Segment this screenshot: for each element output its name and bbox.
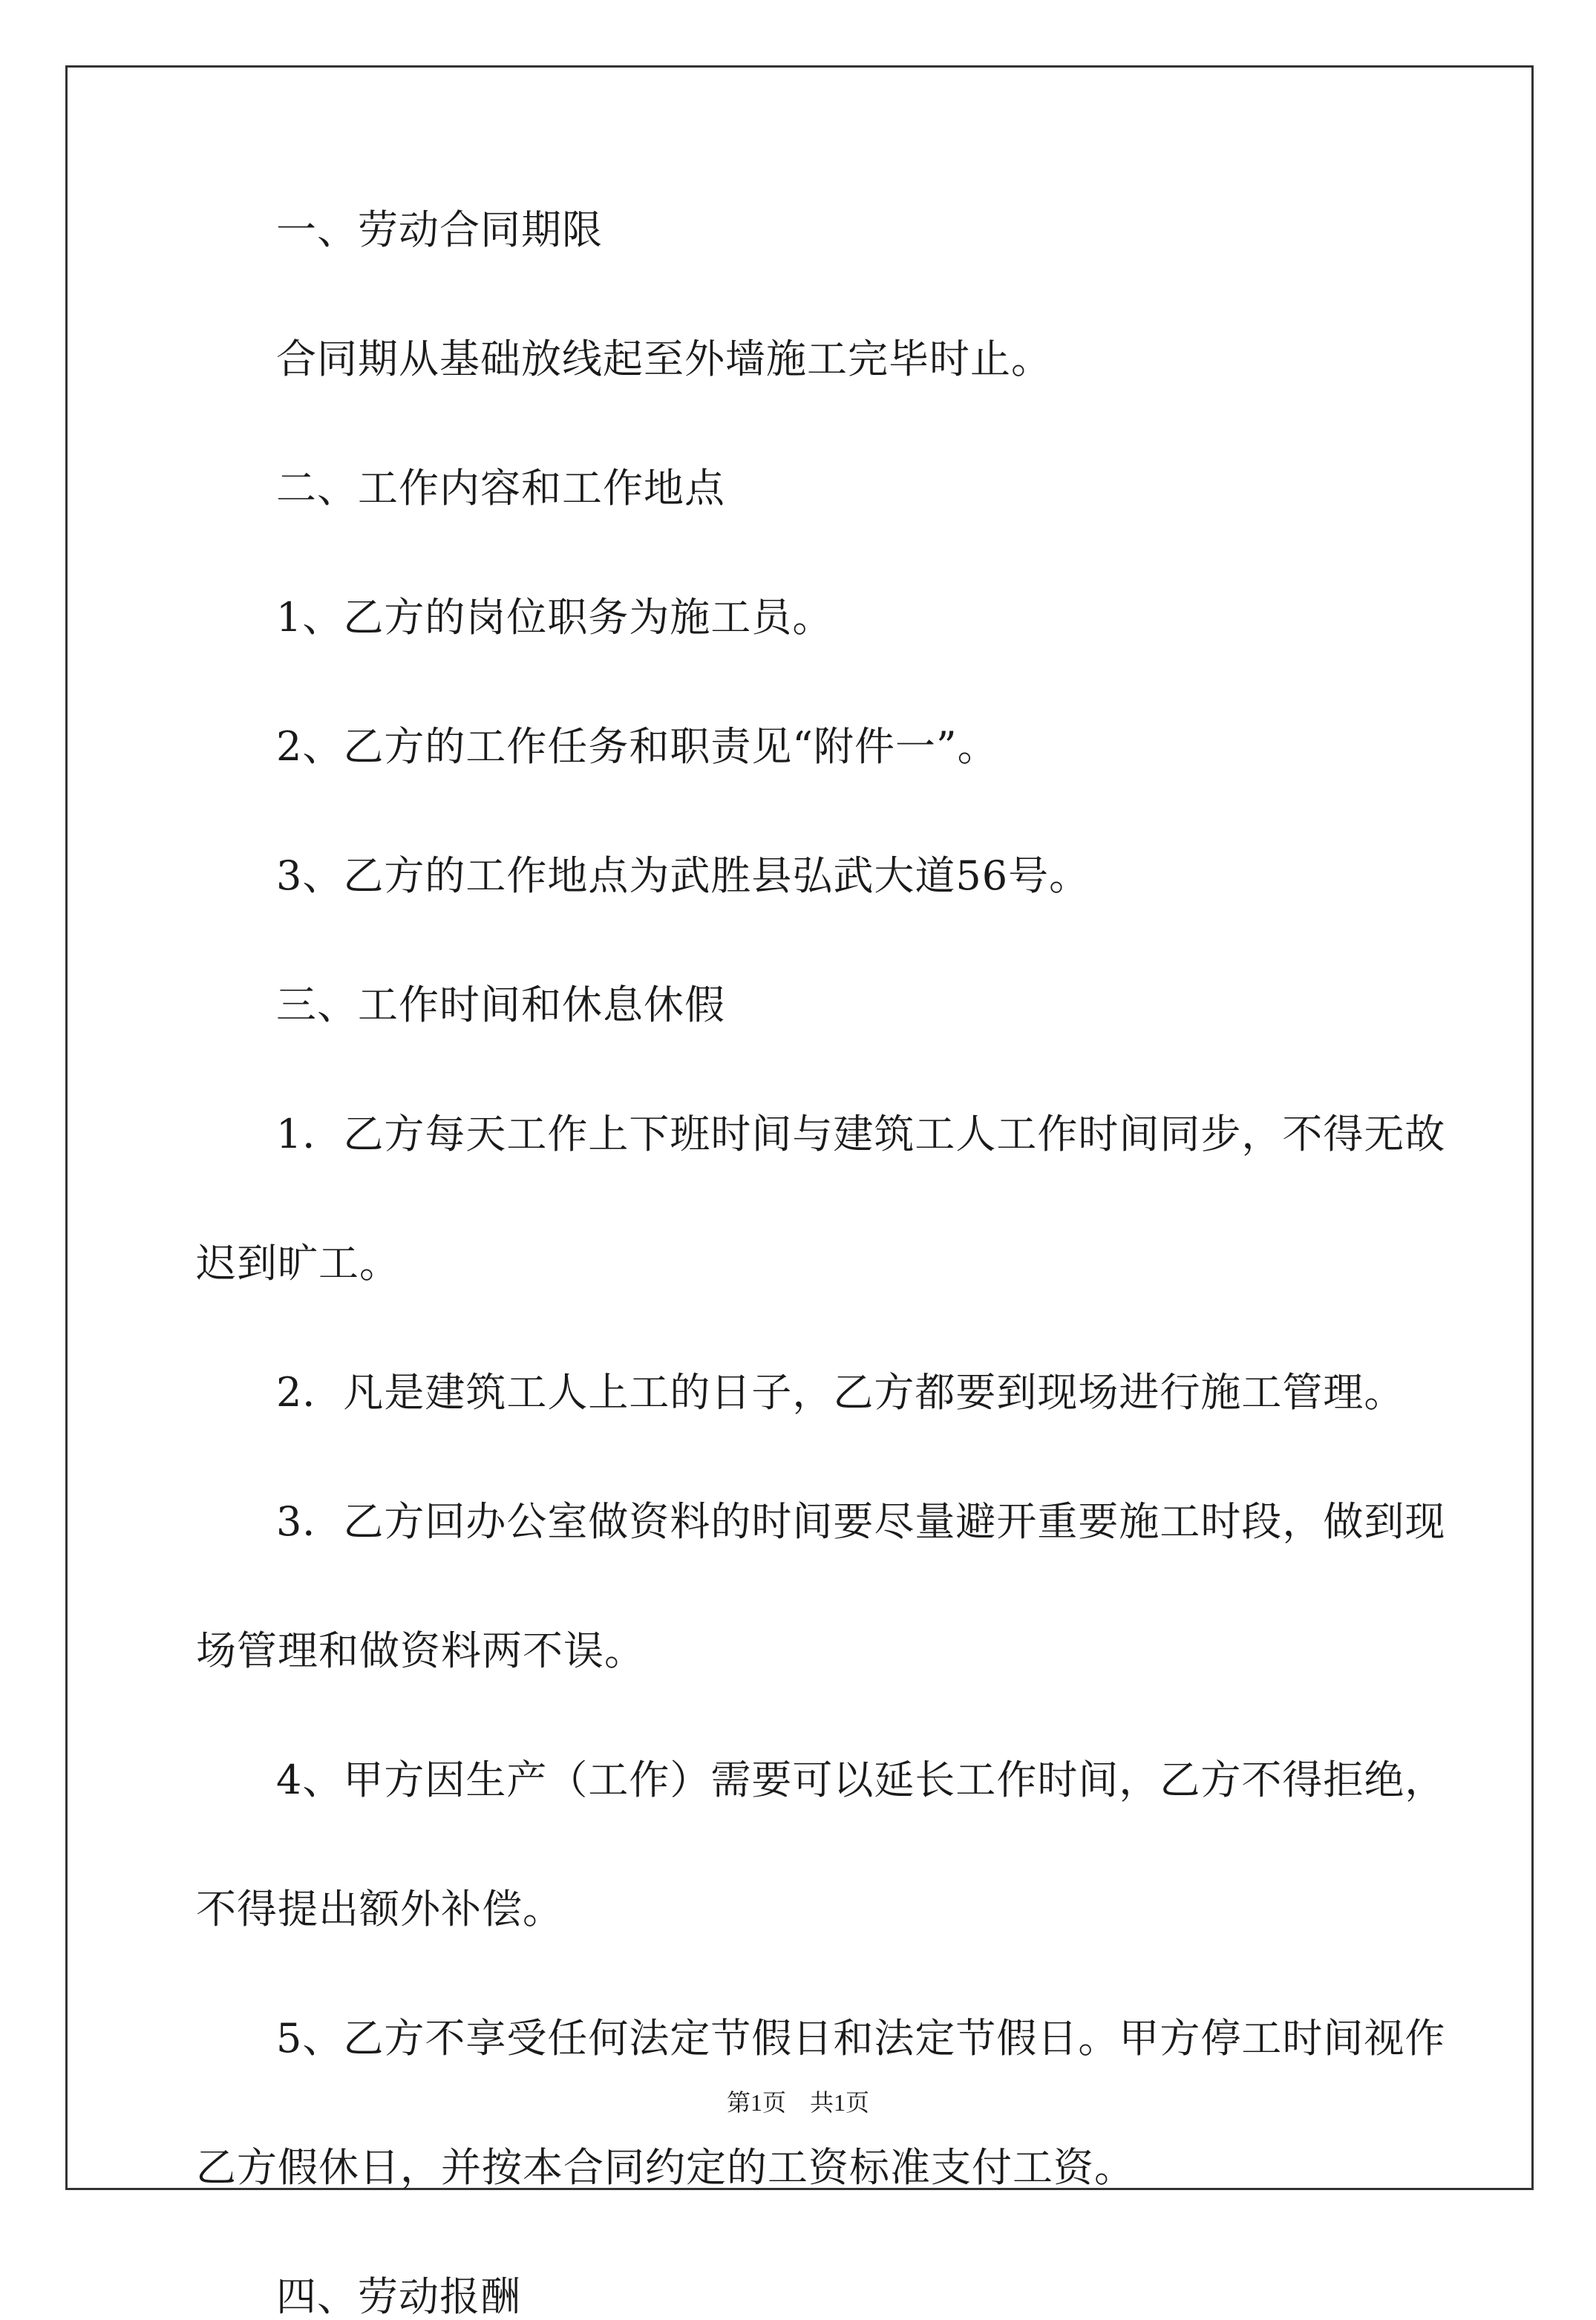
paragraph-holidays-line2: 乙方假休日，并按本合同约定的工资标准支付工资。 [196,2144,1135,2191]
paragraph-site-management: 2．凡是建筑工人上工的日子，乙方都要到现场进行施工管理。 [276,1369,1405,1416]
paragraph-office-line2: 场管理和做资料两不误。 [196,1627,645,1674]
section-heading-2: 二、工作内容和工作地点 [276,465,725,512]
paragraph-work-location: 3、乙方的工作地点为武胜县弘武大道56号。 [276,852,1090,899]
paragraph-overtime-line1: 4、甲方因生产（工作）需要可以延长工作时间，乙方不得拒绝， [276,1757,1446,1803]
paragraph-office-line1: 3．乙方回办公室做资料的时间要尽量避开重要施工时段，做到现 [276,1498,1446,1545]
paragraph-overtime-line2: 不得提出额外补偿。 [196,1886,563,1932]
page-number-footer: 第1页 共1页 [726,2089,869,2116]
section-heading-4: 四、劳动报酬 [276,2273,521,2320]
paragraph-hours-line1: 1．乙方每天工作上下班时间与建筑工人工作时间同步，不得无故 [276,1111,1446,1157]
paragraph-position: 1、乙方的岗位职务为施工员。 [276,594,834,641]
paragraph-duties: 2、乙方的工作任务和职责见“附件一”。 [276,723,998,770]
section-heading-3: 三、工作时间和休息休假 [276,981,725,1028]
section-heading-1: 一、劳动合同期限 [276,206,603,253]
paragraph-holidays-line1: 5、乙方不享受任何法定节假日和法定节假日。甲方停工时间视作 [276,2015,1446,2062]
paragraph-contract-term: 合同期从基础放线起至外墙施工完毕时止。 [276,336,1052,382]
paragraph-hours-line2: 迟到旷工。 [196,1240,400,1287]
